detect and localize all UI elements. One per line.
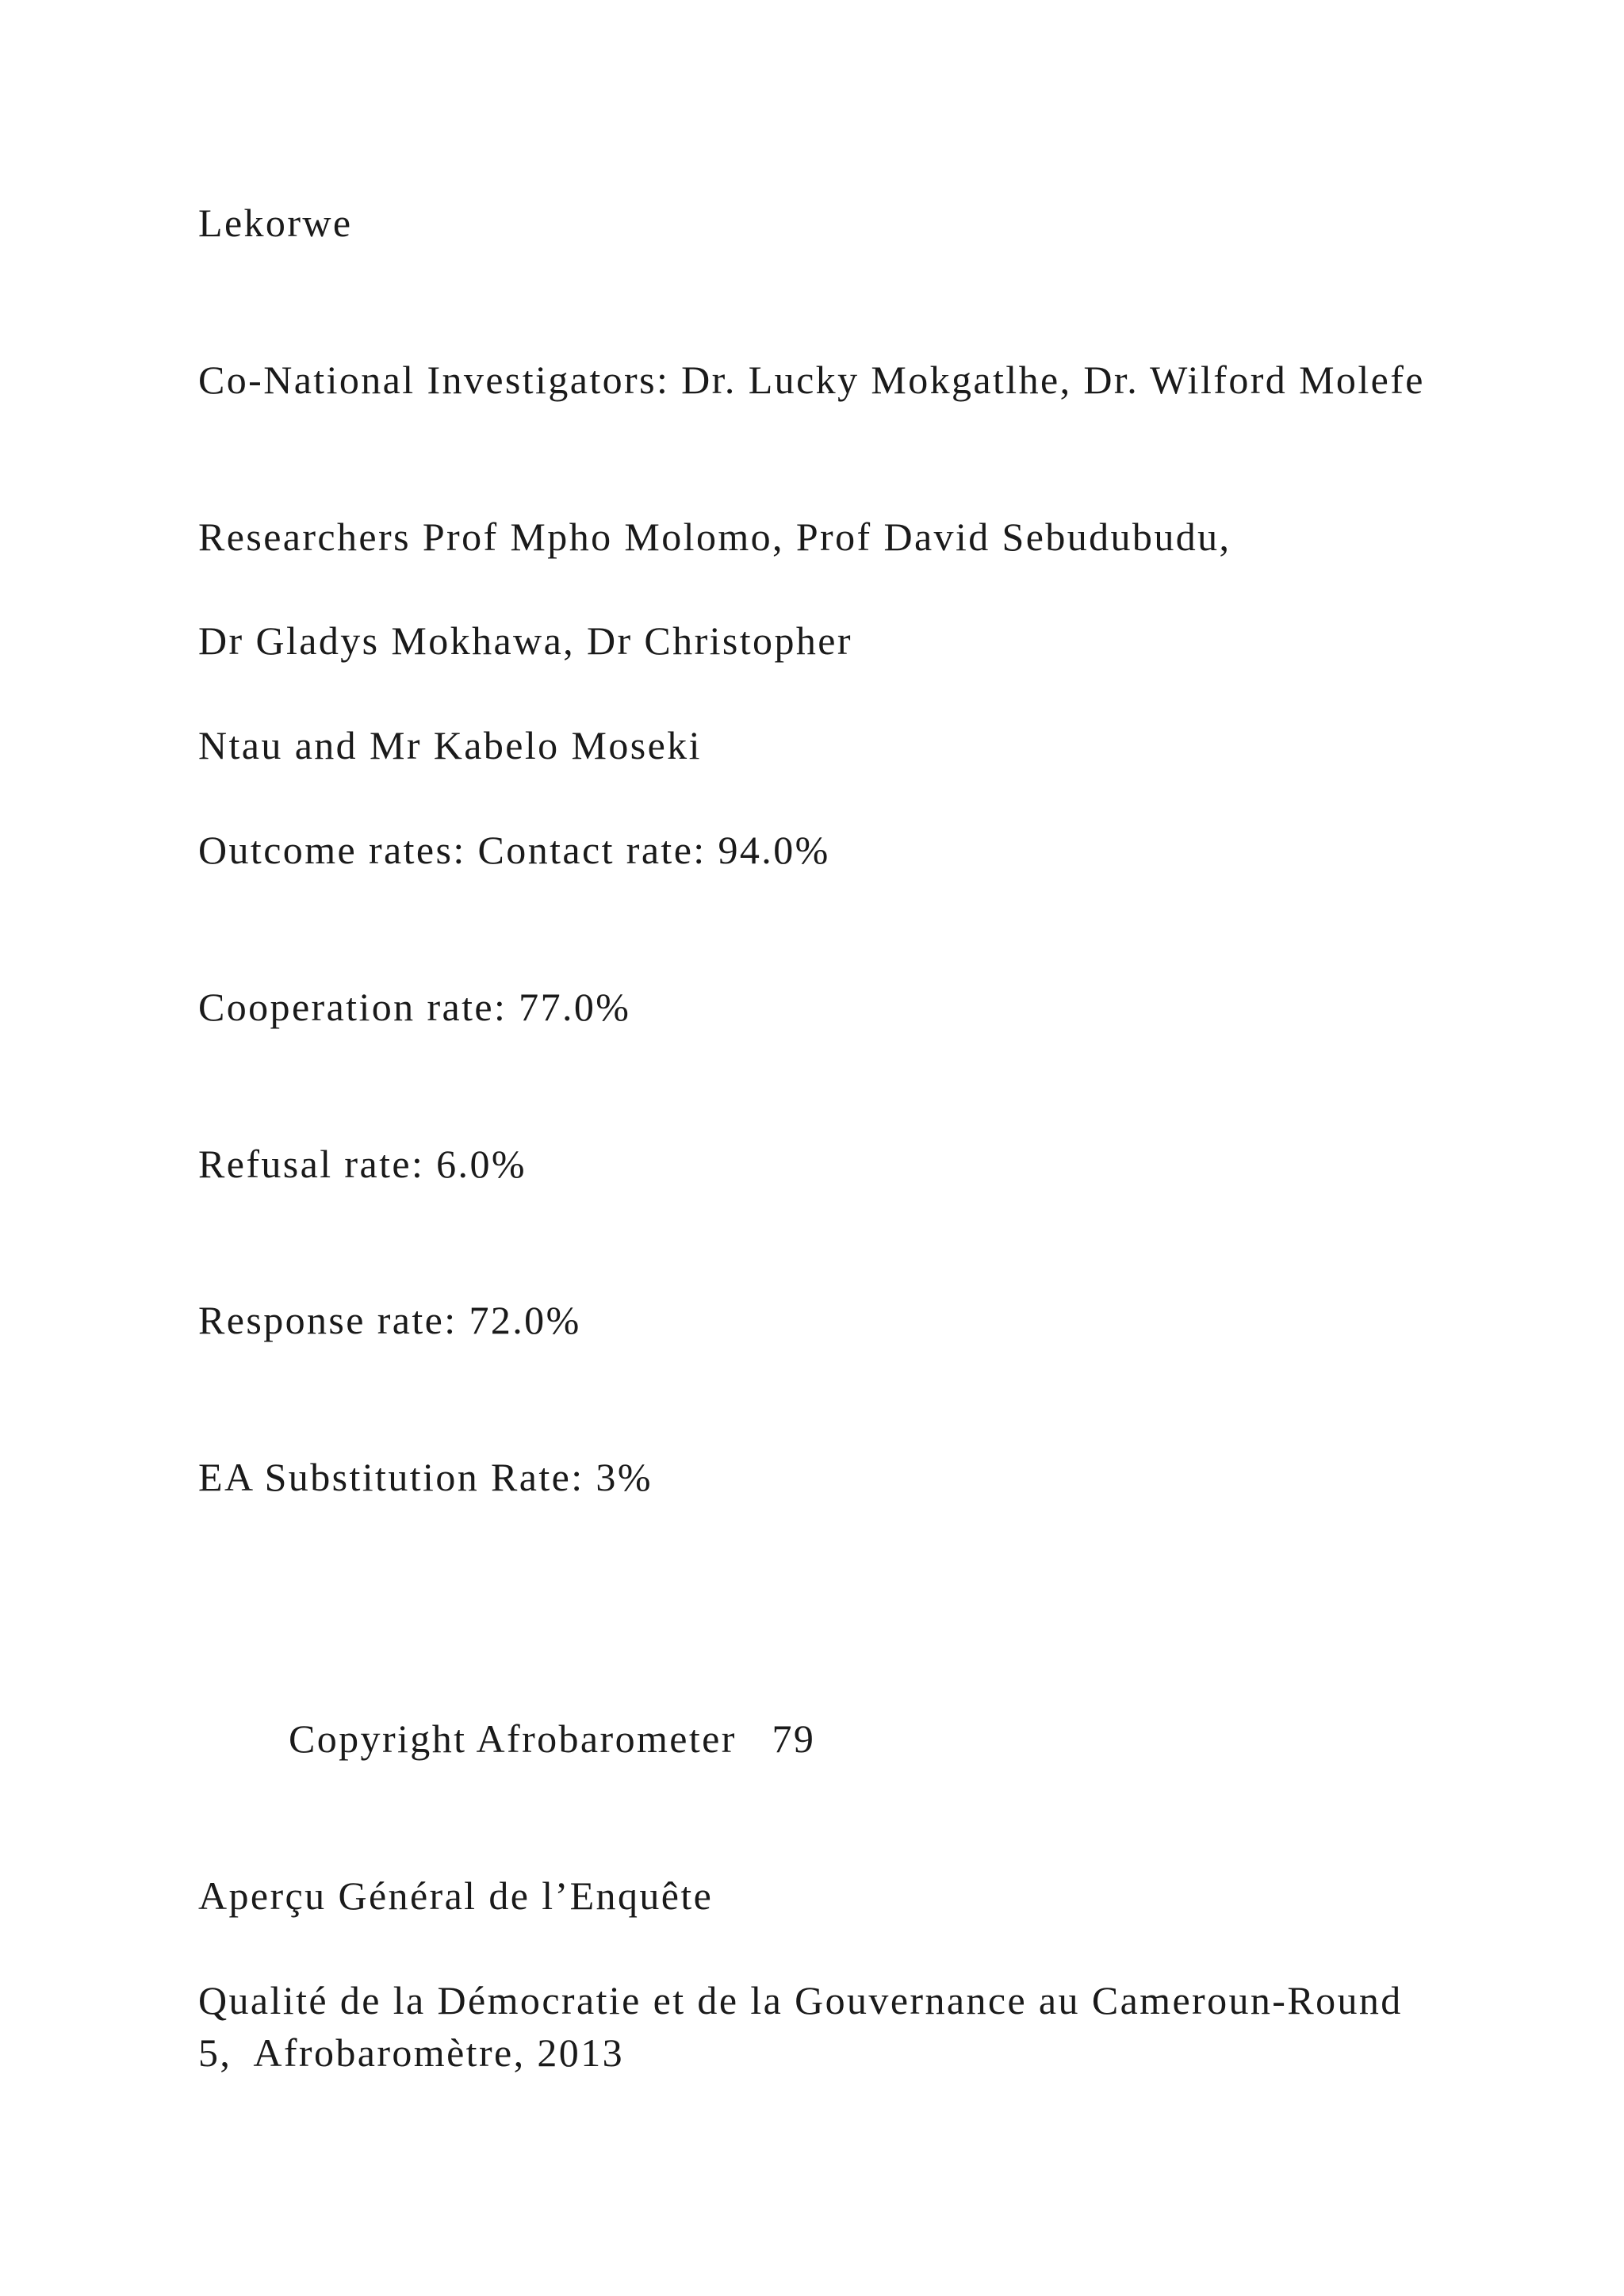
co-national-investigators: Co-National Investigators: Dr. Lucky Mokgatlhe, Dr. Wilford Molefe <box>198 358 1425 402</box>
researchers-line-2: Dr Gladys Mokhawa, Dr Christopher <box>198 618 852 663</box>
contact-rate: Outcome rates: Contact rate: 94.0% <box>198 828 830 872</box>
cooperation-rate: Cooperation rate: 77.0% <box>198 985 631 1029</box>
refusal-rate: Refusal rate: 6.0% <box>198 1142 527 1186</box>
header-name: Lekorwe <box>198 201 353 245</box>
response-rate: Response rate: 72.0% <box>198 1298 581 1342</box>
page-footer: Copyright Afrobarometer 79 <box>289 1716 816 1761</box>
survey-title: Qualité de la Démocratie et de la Gouvernance au Cameroun-Round 5, Afrobaromètre, 2013 <box>198 1978 1415 2075</box>
researchers-line-1: Researchers Prof Mpho Molomo, Prof David Sebudubudu, <box>198 515 1231 559</box>
ea-substitution-rate: EA Substitution Rate: 3% <box>198 1455 653 1499</box>
researchers-line-3: Ntau and Mr Kabelo Moseki <box>198 723 702 767</box>
overview-title: Aperçu Général de l’Enquête <box>198 1873 714 1918</box>
